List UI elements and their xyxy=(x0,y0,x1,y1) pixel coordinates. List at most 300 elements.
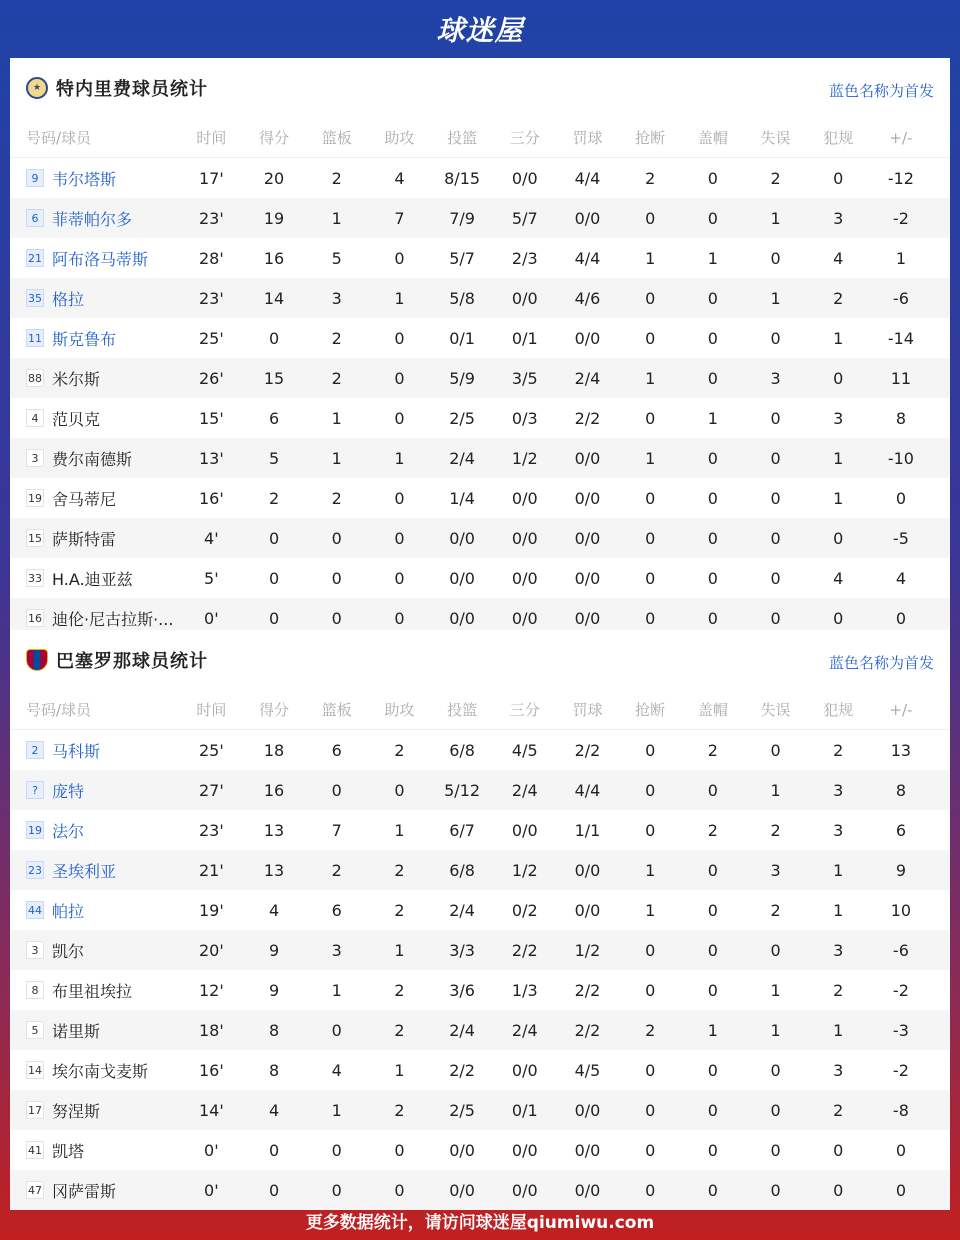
player-name[interactable]: 帕拉 xyxy=(52,901,85,921)
stat-cell: 0/0 xyxy=(511,608,538,628)
stat-cell: -2 xyxy=(892,208,909,228)
stat-cell: 0 xyxy=(707,980,718,1000)
stat-cell: 1/2 xyxy=(511,448,538,468)
stat-cell: 0 xyxy=(707,1140,718,1160)
player-cell xyxy=(10,739,180,762)
stat-cell: 4 xyxy=(394,168,405,188)
stat-cell: 9 xyxy=(895,860,906,880)
stat-cell: 4/6 xyxy=(574,288,601,308)
stat-cell: 6 xyxy=(895,820,906,840)
stat-cell: 5' xyxy=(204,568,219,588)
player-row[interactable] xyxy=(10,890,950,930)
stat-cell: 10 xyxy=(890,900,912,920)
player-row[interactable] xyxy=(10,358,950,398)
column-header: 三分 xyxy=(509,129,540,147)
player-name[interactable]: 努涅斯 xyxy=(52,1101,101,1121)
stat-cell: 5/7 xyxy=(449,248,475,268)
stat-cell: 0/0 xyxy=(574,448,601,468)
player-row[interactable] xyxy=(10,438,950,478)
player-row[interactable] xyxy=(10,518,950,558)
stat-cell: 0/3 xyxy=(511,408,538,428)
player-name[interactable]: 格拉 xyxy=(52,289,85,309)
stat-cell: 0 xyxy=(394,488,405,508)
player-cell xyxy=(10,979,180,1002)
player-name[interactable]: 斯克鲁布 xyxy=(52,329,117,349)
stat-cell: 0 xyxy=(268,568,280,588)
stat-cell: 2 xyxy=(394,860,405,880)
stat-cell: 0/0 xyxy=(574,1180,601,1200)
stat-cell: 0/0 xyxy=(574,1100,601,1120)
column-header: 抢断 xyxy=(635,701,666,719)
stat-cell: 2/4 xyxy=(511,780,538,800)
stat-cell: 1 xyxy=(394,1060,405,1080)
stat-cell: 4/4 xyxy=(574,168,601,188)
stat-cell: 0/0 xyxy=(449,1180,475,1200)
stat-cell: 13 xyxy=(263,860,285,880)
stat-cell: 1 xyxy=(394,288,405,308)
stat-cell: 19 xyxy=(263,208,285,228)
stat-cell: 4/5 xyxy=(574,1060,601,1080)
column-header: +/- xyxy=(889,700,913,719)
stat-cell: 2/4 xyxy=(511,1020,538,1040)
stat-cell: -14 xyxy=(887,328,914,348)
player-row[interactable] xyxy=(10,198,950,238)
stat-cell: 0 xyxy=(331,1180,342,1200)
stat-cell: -12 xyxy=(887,168,914,188)
column-header: 三分 xyxy=(509,701,540,719)
stat-cell: 2 xyxy=(331,368,342,388)
stat-cell: 3 xyxy=(770,368,781,388)
stat-cell: 0 xyxy=(707,1060,718,1080)
stat-cell: 17' xyxy=(198,168,224,188)
stat-cell: 25' xyxy=(198,328,224,348)
stat-cell: 6 xyxy=(268,408,280,428)
player-cell xyxy=(10,367,180,390)
jersey-number: 3 xyxy=(26,449,44,467)
stat-cell: 2 xyxy=(331,860,342,880)
player-row[interactable] xyxy=(10,1050,950,1090)
player-cell xyxy=(10,1059,180,1082)
stat-cell: 1 xyxy=(833,860,844,880)
column-header: 时间 xyxy=(196,129,227,147)
stat-cell: 0 xyxy=(645,980,656,1000)
stat-cell: 6/8 xyxy=(449,860,475,880)
stat-cell: 8/15 xyxy=(444,168,481,188)
column-header: 罚球 xyxy=(572,701,603,719)
stat-cell: 0 xyxy=(707,1100,718,1120)
stat-cell: 1 xyxy=(645,860,656,880)
stat-cell: 6 xyxy=(331,900,342,920)
column-header: 盖帽 xyxy=(697,129,728,147)
stat-cell: 4/4 xyxy=(574,780,601,800)
jersey-number: ? xyxy=(26,781,44,799)
column-header: 篮板 xyxy=(321,701,352,719)
player-row[interactable] xyxy=(10,1090,950,1130)
stat-cell: 2 xyxy=(645,1020,656,1040)
stat-cell: 3 xyxy=(833,208,844,228)
stat-cell: 0/0 xyxy=(511,288,538,308)
stat-cell: 2 xyxy=(268,488,280,508)
stat-cell: 3/3 xyxy=(449,940,475,960)
player-name[interactable]: 舍马蒂尼 xyxy=(52,489,117,509)
jersey-number: 2 xyxy=(26,741,44,759)
stat-cell: 14' xyxy=(198,1100,224,1120)
stat-cell: 1 xyxy=(895,248,906,268)
stat-cell: 0 xyxy=(833,368,844,388)
stat-cell: 3 xyxy=(833,820,844,840)
team-card-header xyxy=(10,58,950,118)
stat-cell: 4 xyxy=(895,568,906,588)
stat-cell: 0 xyxy=(645,568,656,588)
stat-cell: 2/4 xyxy=(449,900,475,920)
stat-cell: 1 xyxy=(394,820,405,840)
stat-cell: 0 xyxy=(394,780,405,800)
stat-cell: 0 xyxy=(394,528,405,548)
stat-cell: 1 xyxy=(394,940,405,960)
player-cell xyxy=(10,167,180,190)
stat-cell: 0 xyxy=(895,608,906,628)
stat-cell: -2 xyxy=(892,1060,909,1080)
stat-cell: 20' xyxy=(198,940,224,960)
player-cell xyxy=(10,327,180,350)
stat-cell: 3 xyxy=(770,860,781,880)
column-header: 得分 xyxy=(259,129,290,147)
stat-cell: 0 xyxy=(895,488,906,508)
team-card-barcelona xyxy=(10,630,950,1200)
stat-cell: 0 xyxy=(770,528,781,548)
player-cell xyxy=(10,527,180,550)
stat-cell: 20 xyxy=(263,168,285,188)
column-header: 投篮 xyxy=(447,129,478,147)
stat-cell: 1 xyxy=(331,408,342,428)
stat-cell: 0/0 xyxy=(574,900,601,920)
stat-cell: 9 xyxy=(268,940,280,960)
player-name[interactable]: 马科斯 xyxy=(52,741,101,761)
stat-cell: 0 xyxy=(770,328,781,348)
stat-cell: 6/7 xyxy=(449,820,475,840)
player-name[interactable]: 圣埃利亚 xyxy=(52,861,117,881)
player-row[interactable] xyxy=(10,158,950,198)
player-row[interactable] xyxy=(10,398,950,438)
stat-cell: -8 xyxy=(892,1100,909,1120)
stat-cell: 8 xyxy=(895,408,906,428)
stat-cell: 18' xyxy=(198,1020,224,1040)
stat-cell: 9 xyxy=(268,980,280,1000)
stat-cell: 0 xyxy=(645,780,656,800)
stat-cell: 2 xyxy=(707,820,718,840)
stat-cell: 1 xyxy=(833,328,844,348)
player-cell xyxy=(10,1099,180,1122)
stat-cell: 3 xyxy=(833,408,844,428)
stat-cell: 1 xyxy=(770,208,781,228)
player-row[interactable] xyxy=(10,1010,950,1050)
stat-cell: 2/2 xyxy=(574,1020,601,1040)
player-cell xyxy=(10,1139,180,1162)
player-row[interactable] xyxy=(10,558,950,598)
stat-cell: 0 xyxy=(770,740,781,760)
player-name[interactable]: 阿布洛马蒂斯 xyxy=(52,249,149,269)
stat-cell: 0 xyxy=(645,208,656,228)
column-header: 投篮 xyxy=(447,701,478,719)
stat-cell: 4 xyxy=(268,900,280,920)
stat-cell: 2 xyxy=(331,328,342,348)
stat-cell: 0/0 xyxy=(449,608,475,628)
column-header: 犯规 xyxy=(823,129,854,147)
player-name[interactable]: 范贝克 xyxy=(52,409,101,429)
stat-cell: 0' xyxy=(204,608,219,628)
player-cell xyxy=(10,207,180,230)
stat-cell: 1/4 xyxy=(449,488,475,508)
jersey-number: 17 xyxy=(26,1101,44,1119)
stat-cell: 2/5 xyxy=(449,408,475,428)
player-name[interactable]: 凯尔 xyxy=(52,941,85,961)
jersey-number: 5 xyxy=(26,1021,44,1039)
stat-cell: 0/0 xyxy=(511,1140,538,1160)
stat-cell: 0 xyxy=(707,900,718,920)
stat-cell: 0/0 xyxy=(449,528,475,548)
top-banner xyxy=(0,0,960,58)
stat-cell: 2 xyxy=(833,1100,844,1120)
stat-cell: 14 xyxy=(263,288,285,308)
stat-cell: 1 xyxy=(707,408,718,428)
stat-cell: 2/4 xyxy=(449,448,475,468)
stat-cell: 0 xyxy=(394,568,405,588)
player-row[interactable] xyxy=(10,278,950,318)
player-cell xyxy=(10,287,180,310)
stat-cell: -2 xyxy=(892,980,909,1000)
stat-cell: 23' xyxy=(198,208,224,228)
stat-cell: 2 xyxy=(833,740,844,760)
stat-cell: 5/12 xyxy=(444,780,481,800)
jersey-number: 88 xyxy=(26,369,44,387)
stat-cell: 0/1 xyxy=(511,328,538,348)
stat-cell: 0/0 xyxy=(511,568,538,588)
column-header: 失误 xyxy=(760,701,791,719)
stat-cell: 0 xyxy=(770,1180,781,1200)
stat-cell: 0 xyxy=(707,528,718,548)
stat-cell: 1 xyxy=(833,448,844,468)
player-name[interactable]: 布里祖埃拉 xyxy=(52,981,133,1001)
stat-cell: 28' xyxy=(198,248,224,268)
stat-cell: 3 xyxy=(833,780,844,800)
stat-cell: -6 xyxy=(892,288,909,308)
stat-cell: 2/2 xyxy=(574,408,601,428)
jersey-number: 16 xyxy=(26,609,44,627)
player-name[interactable]: 法尔 xyxy=(52,821,85,841)
player-cell xyxy=(10,247,180,270)
stat-cell: 5/9 xyxy=(449,368,475,388)
stat-cell: 16' xyxy=(198,488,224,508)
stat-cell: 0 xyxy=(645,1140,656,1160)
player-row[interactable] xyxy=(10,318,950,358)
stat-cell: 0 xyxy=(707,568,718,588)
jersey-number: 15 xyxy=(26,529,44,547)
stat-cell: 19' xyxy=(198,900,224,920)
stat-cell: 27' xyxy=(198,780,224,800)
stat-cell: 0' xyxy=(204,1180,219,1200)
column-header: 失误 xyxy=(760,129,791,147)
player-row[interactable] xyxy=(10,238,950,278)
stat-cell: 6 xyxy=(331,740,342,760)
player-cell xyxy=(10,819,180,842)
tenerife-crest-icon: ★ xyxy=(26,77,48,99)
stat-cell: 16 xyxy=(263,780,285,800)
column-header-row xyxy=(10,118,950,158)
stat-cell: 0 xyxy=(770,488,781,508)
stat-cell: 1/2 xyxy=(574,940,601,960)
player-name[interactable]: 冈萨雷斯 xyxy=(52,1181,117,1201)
stat-cell: 0 xyxy=(770,1100,781,1120)
player-name[interactable]: 萨斯特雷 xyxy=(52,529,117,549)
stat-cell: 2 xyxy=(833,980,844,1000)
stat-cell: 1 xyxy=(833,1020,844,1040)
stat-cell: 2 xyxy=(331,488,342,508)
stat-cell: 0 xyxy=(394,1140,405,1160)
stat-cell: 0 xyxy=(833,1140,844,1160)
player-name[interactable]: 费尔南德斯 xyxy=(52,449,133,469)
column-header: 时间 xyxy=(196,701,227,719)
player-row[interactable] xyxy=(10,730,950,770)
stat-cell: 5 xyxy=(268,448,280,468)
player-name[interactable]: 米尔斯 xyxy=(52,369,101,389)
stat-cell: 0/1 xyxy=(511,1100,538,1120)
stat-cell: 0 xyxy=(394,328,405,348)
stat-cell: 0 xyxy=(645,408,656,428)
stat-cell: 0/0 xyxy=(574,208,601,228)
player-name[interactable]: 迪伦·尼古拉斯·... xyxy=(52,609,174,629)
stat-cell: 2 xyxy=(394,1020,405,1040)
stat-cell: 8 xyxy=(895,780,906,800)
stat-cell: 5/7 xyxy=(511,208,538,228)
stat-cell: 0/0 xyxy=(574,1140,601,1160)
player-cell xyxy=(10,407,180,430)
stat-cell: 7/9 xyxy=(449,208,475,228)
stat-cell: 2/2 xyxy=(511,940,538,960)
stat-cell: 4' xyxy=(204,528,219,548)
player-cell xyxy=(10,1019,180,1042)
stat-cell: 2/3 xyxy=(511,248,538,268)
stat-cell: 1 xyxy=(833,488,844,508)
stat-cell: 1 xyxy=(645,368,656,388)
stat-cell: 1 xyxy=(331,448,342,468)
player-rows xyxy=(10,158,950,638)
player-row[interactable] xyxy=(10,930,950,970)
stat-cell: 1/3 xyxy=(511,980,538,1000)
player-cell xyxy=(10,939,180,962)
stat-cell: 0 xyxy=(770,248,781,268)
player-name[interactable]: 诺里斯 xyxy=(52,1021,101,1041)
stat-cell: 1 xyxy=(394,448,405,468)
stat-cell: 0 xyxy=(394,1180,405,1200)
stat-cell: 3/5 xyxy=(511,368,538,388)
stat-cell: 0/0 xyxy=(511,528,538,548)
stat-cell: 1 xyxy=(770,288,781,308)
stat-cell: 0 xyxy=(645,1100,656,1120)
stat-cell: 0 xyxy=(707,328,718,348)
player-row[interactable] xyxy=(10,810,950,850)
stat-cell: 13 xyxy=(263,820,285,840)
player-cell xyxy=(10,1179,180,1202)
player-name[interactable]: 菲蒂帕尔多 xyxy=(52,209,133,229)
stat-cell: 0 xyxy=(645,940,656,960)
stat-cell: 11 xyxy=(890,368,912,388)
player-name[interactable]: 埃尔南戈麦斯 xyxy=(52,1061,149,1081)
stat-cell: 0/1 xyxy=(449,328,475,348)
jersey-number: 47 xyxy=(26,1181,44,1199)
stat-cell: 1 xyxy=(645,448,656,468)
site-logo[interactable]: 球迷屋 xyxy=(436,14,524,47)
player-row[interactable] xyxy=(10,970,950,1010)
stat-cell: 16' xyxy=(198,1060,224,1080)
stat-cell: 0 xyxy=(707,940,718,960)
stat-cell: 3 xyxy=(331,288,342,308)
stat-cell: 2 xyxy=(770,900,781,920)
player-name[interactable]: 韦尔塔斯 xyxy=(52,169,117,189)
jersey-number: 11 xyxy=(26,329,44,347)
stat-cell: 2 xyxy=(707,740,718,760)
jersey-number: 44 xyxy=(26,901,44,919)
footer-banner xyxy=(0,1200,960,1240)
stat-cell: 2/4 xyxy=(574,368,601,388)
stat-cell: 2 xyxy=(394,980,405,1000)
jersey-number: 8 xyxy=(26,981,44,999)
stat-cell: 0 xyxy=(895,1140,906,1160)
stat-cell: -5 xyxy=(892,528,909,548)
player-row[interactable] xyxy=(10,850,950,890)
team-card-header xyxy=(10,630,950,690)
stat-cell: 2/5 xyxy=(449,1100,475,1120)
player-row[interactable] xyxy=(10,478,950,518)
jersey-number: 33 xyxy=(26,569,44,587)
stat-cell: 0 xyxy=(645,528,656,548)
stat-cell: 4 xyxy=(268,1100,280,1120)
stat-cell: 0 xyxy=(331,1020,342,1040)
column-header: 号码/球员 xyxy=(26,701,92,719)
stat-cell: 4/4 xyxy=(574,248,601,268)
starter-hint: 蓝色名称为首发 xyxy=(828,654,934,672)
stat-cell: 1/2 xyxy=(511,860,538,880)
stat-cell: 1 xyxy=(331,980,342,1000)
footer-text[interactable]: 更多数据统计，请访问球迷屋qiumiwu.com xyxy=(305,1212,655,1233)
stat-cell: 0 xyxy=(707,288,718,308)
stat-cell: 6/8 xyxy=(449,740,475,760)
player-name[interactable]: 庞特 xyxy=(52,781,85,801)
stat-cell: 4 xyxy=(833,248,844,268)
stat-cell: 2/2 xyxy=(449,1060,475,1080)
stat-cell: 0/0 xyxy=(574,528,601,548)
stat-cell: 1 xyxy=(645,900,656,920)
stat-cell: 0 xyxy=(707,208,718,228)
player-name[interactable]: 凯塔 xyxy=(52,1141,85,1161)
player-cell xyxy=(10,779,180,802)
stat-cell: 1 xyxy=(770,1020,781,1040)
stat-cell: 3 xyxy=(331,940,342,960)
column-header: 助攻 xyxy=(384,129,415,147)
stat-cell: 25' xyxy=(198,740,224,760)
jersey-number: 3 xyxy=(26,941,44,959)
stat-cell: 1 xyxy=(645,248,656,268)
stat-cell: 4 xyxy=(833,568,844,588)
stat-cell: 0 xyxy=(331,780,342,800)
stat-cell: 0 xyxy=(268,608,280,628)
jersey-number: 21 xyxy=(26,249,44,267)
player-name[interactable]: H.A.迪亚兹 xyxy=(52,569,133,589)
player-row[interactable] xyxy=(10,1130,950,1170)
stat-cell: 4 xyxy=(331,1060,342,1080)
stat-cell: 0 xyxy=(707,780,718,800)
player-row[interactable] xyxy=(10,770,950,810)
stat-cell: 5/8 xyxy=(449,288,475,308)
